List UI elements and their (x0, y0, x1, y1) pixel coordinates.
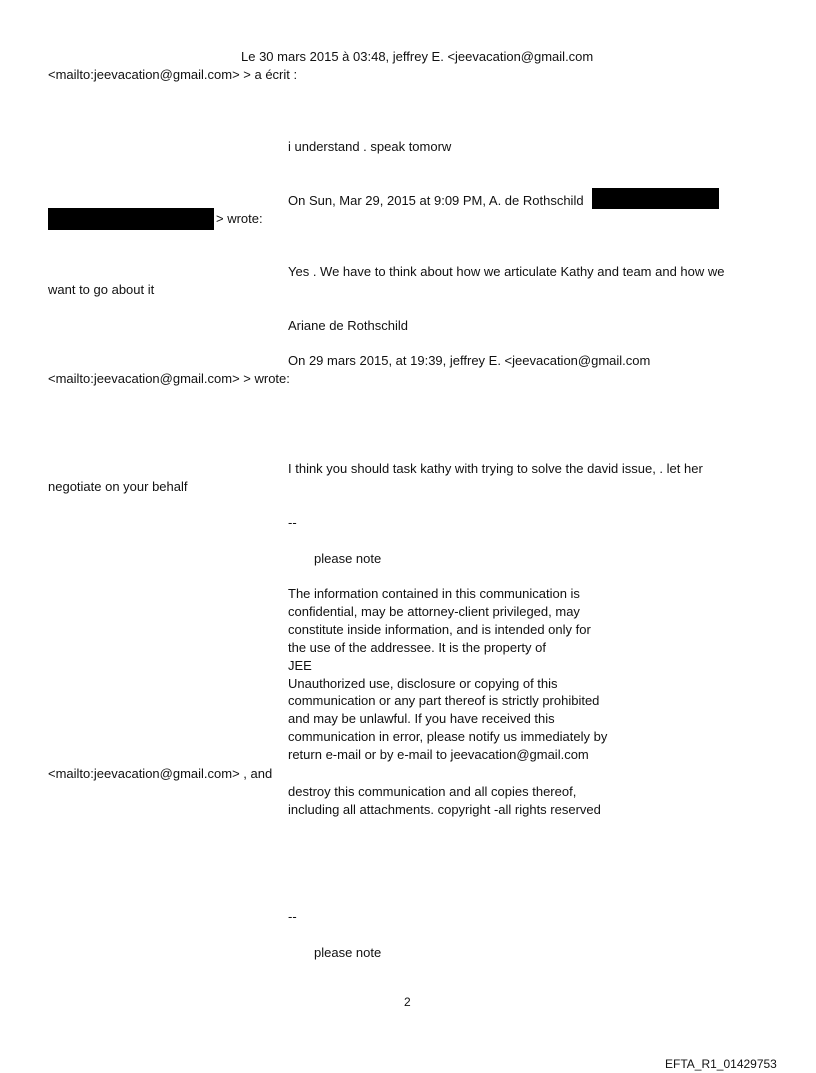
signature-separator: -- (288, 909, 297, 924)
disclaimer-line: constitute inside information, and is intended only for (288, 621, 591, 637)
please-note-heading: please note (314, 551, 382, 566)
message-body: i understand . speak tomorw (288, 139, 452, 154)
page-number: 2 (404, 995, 411, 1009)
redaction-box (592, 188, 719, 209)
disclaimer-line: the use of the addressee. It is the property of (288, 639, 546, 655)
disclaimer-line: destroy this communication and all copies thereof, (288, 784, 577, 799)
disclaimer-text (288, 585, 607, 764)
disclaimer-closing (288, 783, 601, 819)
disclaimer-line: communication in error, please notify us immediately by (288, 729, 608, 745)
disclaimer-line: communication or any part thereof is strictly prohibited (288, 693, 600, 709)
disclaimer-mailto-line: <mailto:jeevacation@gmail.com> , and (48, 766, 273, 781)
redaction-box (48, 208, 214, 230)
message-header-wrote: > wrote: (216, 211, 263, 226)
disclaimer-line: confidential, may be attorney-client privileged, may (288, 603, 580, 619)
message-body-line-2: negotiate on your behalf (48, 479, 188, 494)
signature-separator: -- (288, 515, 297, 530)
disclaimer-line: Unauthorized use, disclosure or copying of this (288, 675, 558, 691)
message-header-line-1: On Sun, Mar 29, 2015 at 9:09 PM, A. de Rothschild (288, 193, 584, 208)
message-body-line-1: Yes . We have to think about how we articulate Kathy and team and how we (288, 264, 725, 279)
reply-header-line-1: Le 30 mars 2015 à 03:48, jeffrey E. <jeevacation@gmail.com (241, 49, 594, 64)
disclaimer-line: and may be unlawful. If you have received this (288, 711, 555, 727)
message-header-line-2: <mailto:jeevacation@gmail.com> > wrote: (48, 371, 290, 386)
message-body-line-2: want to go about it (48, 282, 155, 297)
document-id: EFTA_R1_01429753 (665, 1057, 777, 1071)
please-note-heading: please note (314, 945, 382, 960)
message-body-line-1: I think you should task kathy with trying to solve the david issue, . let her (288, 461, 703, 476)
disclaimer-line: JEE (288, 657, 312, 673)
disclaimer-line: return e-mail or by e-mail to jeevacation@gmail.com (288, 747, 589, 763)
reply-header-line-2: <mailto:jeevacation@gmail.com> > a écrit : (48, 67, 298, 82)
disclaimer-line: The information contained in this communication is (288, 586, 580, 601)
signature: Ariane de Rothschild (288, 318, 408, 333)
disclaimer-line: including all attachments. copyright -all rights reserved (288, 801, 601, 817)
message-header-line-1: On 29 mars 2015, at 19:39, jeffrey E. <jeevacation@gmail.com (288, 353, 651, 368)
